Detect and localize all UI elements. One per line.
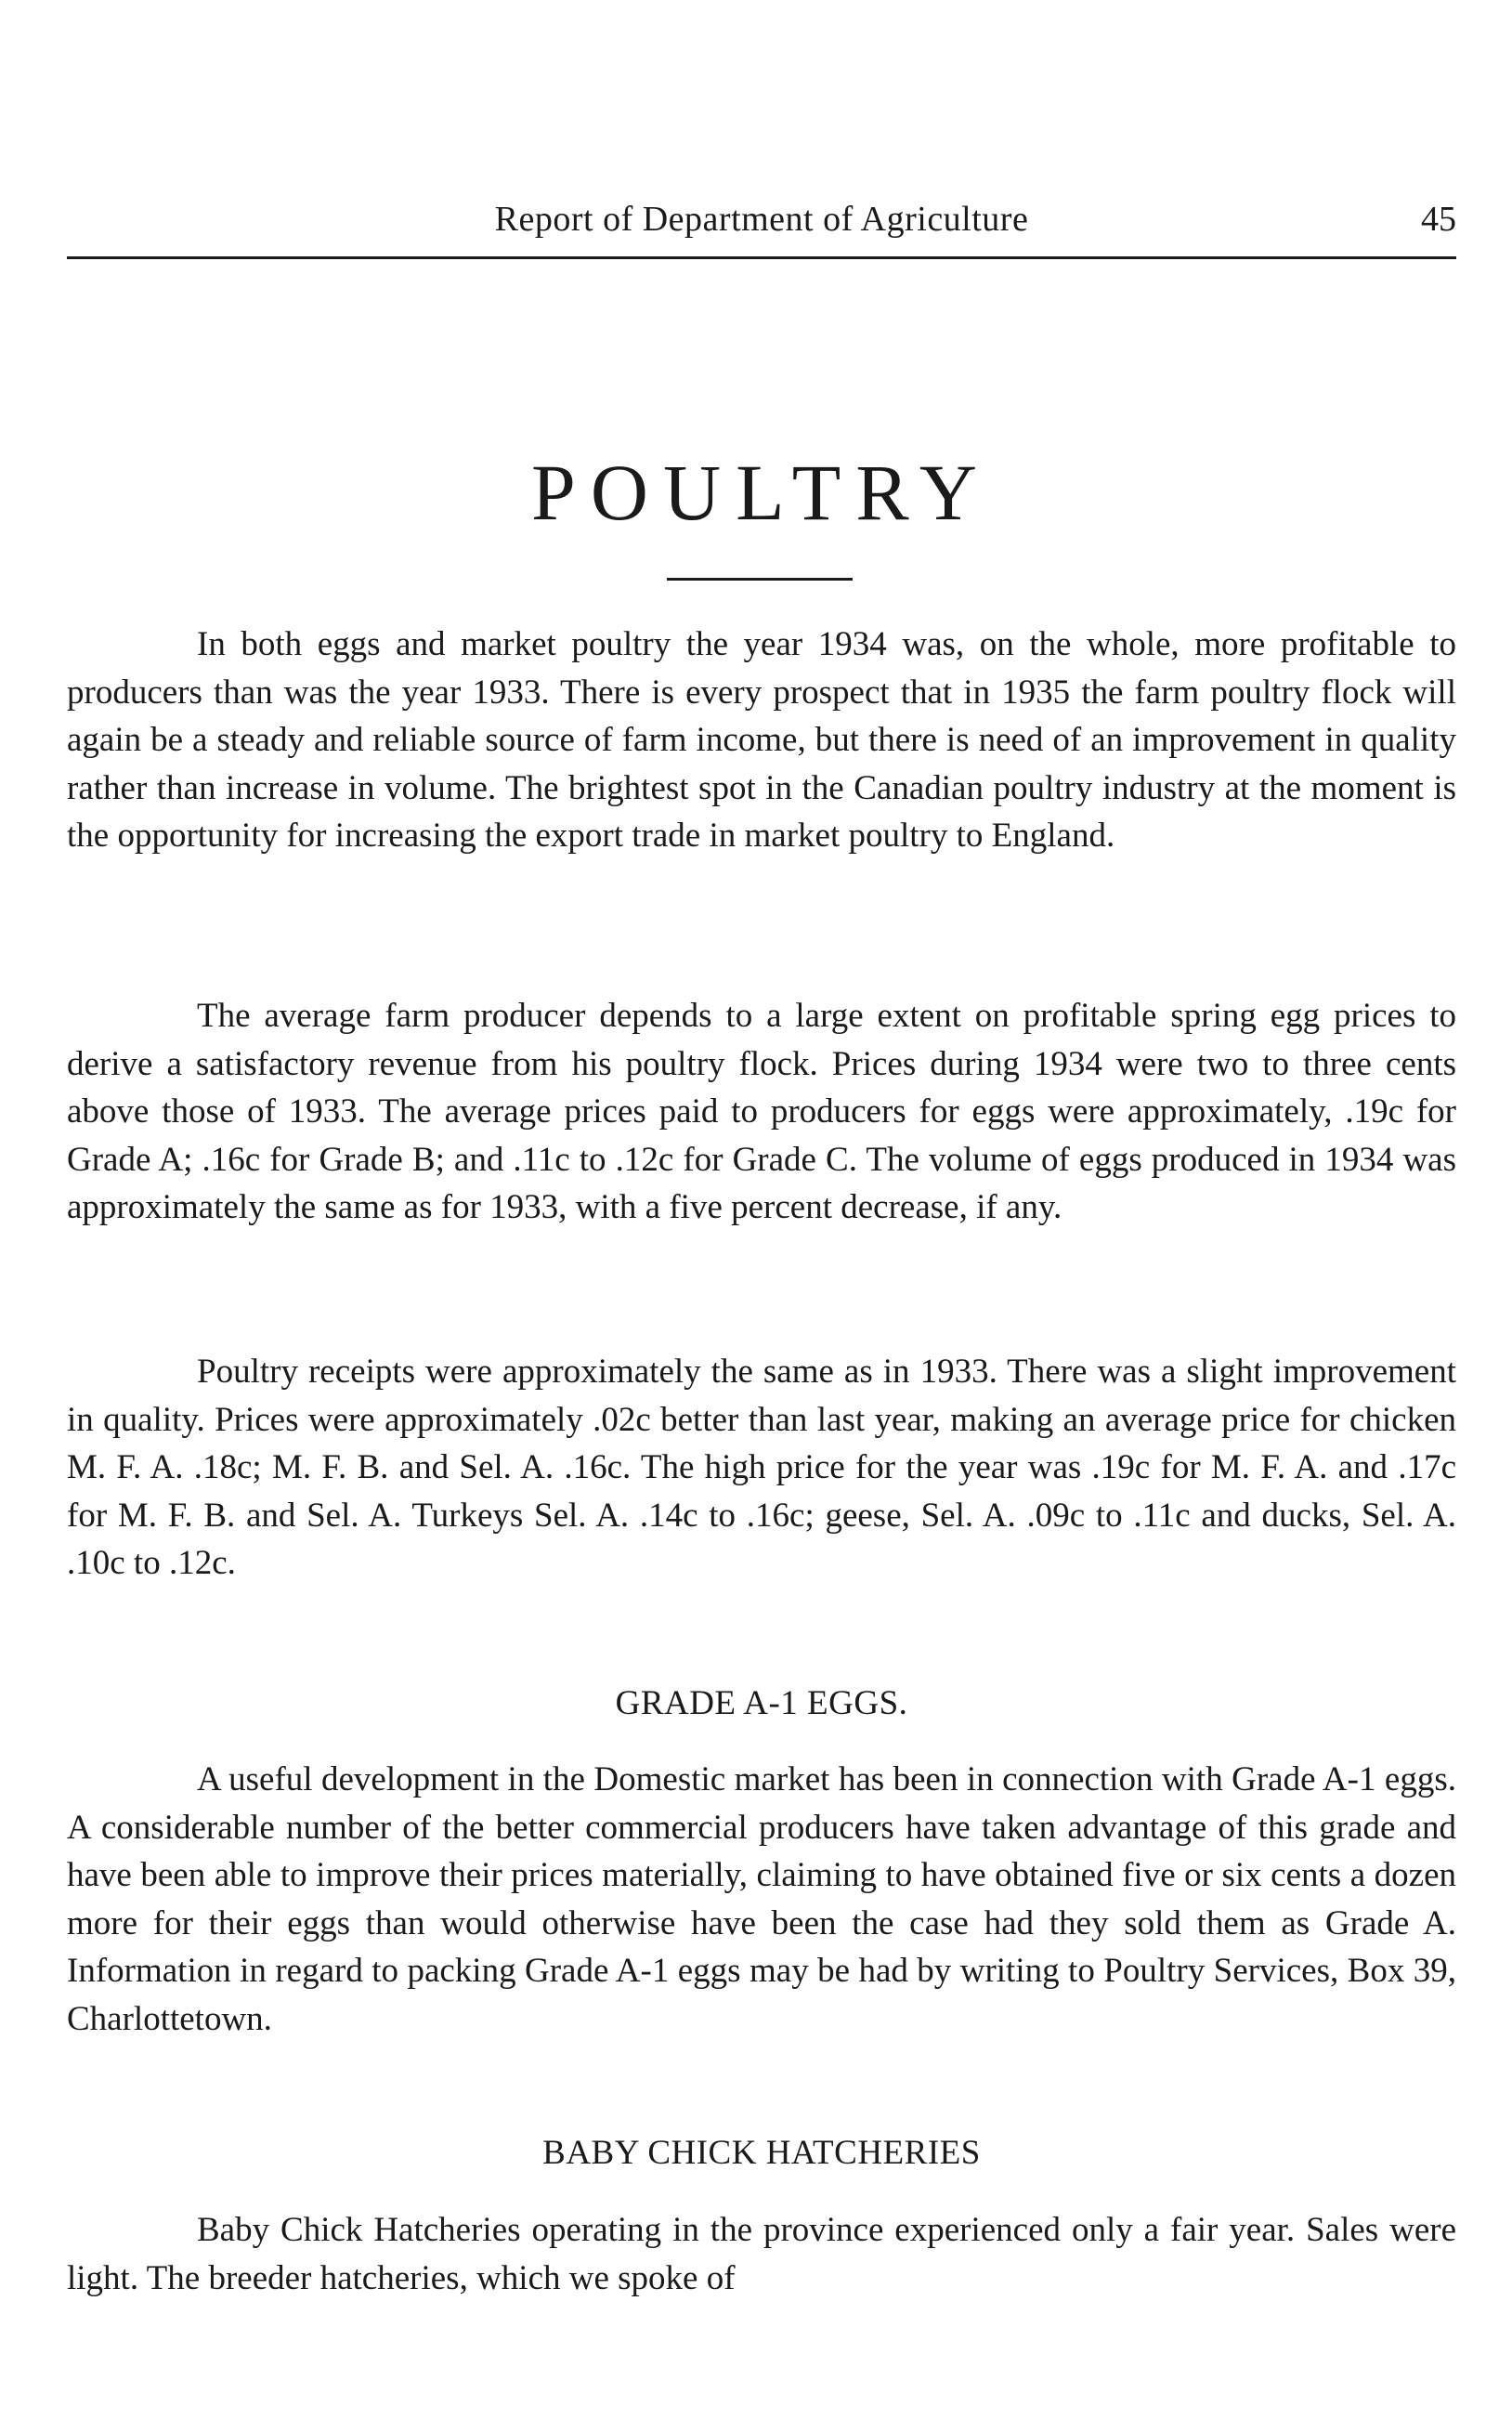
running-title: Report of Department of Agriculture: [494, 200, 1029, 239]
running-header: [67, 195, 1456, 247]
paragraph-grade-a1-eggs: A useful development in the Domestic market has been in connection with Grade A-1 eggs. A considerable number of the better commercial producers have taken advantage of this grade and have been able to improve their prices materially, claiming to have obtained five or six cents a dozen more for their eggs than would otherwise have been the case had they sold them as Grade A. Information in regard to packing Grade A-1 eggs may be had by writing to Poultry Services, Box 39, Charlottetown.: [67, 1760, 1456, 2038]
header-rule: [67, 256, 1456, 259]
paragraph-baby-chick-hatcheries: Baby Chick Hatcheries operating in the province experienced only a fair year. Sales were light. The breeder hatcheries, which we spoke of: [67, 2211, 1456, 2297]
page-title: POULTRY: [531, 448, 992, 537]
paragraph-intro: In both eggs and market poultry the year 1934 was, on the whole, more profitable to producers than was the year 1933. There is every prospect that in 1935 the farm poultry flock will again be a steady and reliable source of farm income, but there is need of an improvement in quality rather than increase in volume. The brightest spot in the Canadian poultry industry at the moment is the opportunity for increasing the export trade in market poultry to England.: [67, 625, 1456, 855]
page-number: 45: [1421, 200, 1456, 239]
section-heading-baby-chick-hatcheries: BABY CHICK HATCHERIES: [542, 2134, 981, 2172]
title-rule: [667, 578, 853, 581]
paragraph-poultry-receipts: Poultry receipts were approximately the same as in 1933. There was a slight improvement in quality. Prices were approximately .02c better than last year, making an average price for chicken M. F. A. .18c; M. F. B. and Sel. A. .16c. The high price for the year was .19c for M. F. A. and .17c for M. F. B. and Sel. A. Turkeys Sel. A. .14c to .16c; geese, Sel. A. .09c to .11c and ducks, Sel. A. .10c to .12c.: [67, 1353, 1456, 1582]
section-heading-grade-a1-eggs: GRADE A-1 EGGS.: [615, 1684, 908, 1722]
paragraph-egg-prices: The average farm producer depends to a large extent on profitable spring egg prices to derive a satisfactory revenue from his poultry flock. Prices during 1934 were two to three cents above those of 1933. The average prices paid to producers for eggs were approximately, .19c for Grade A; .16c for Grade B; and .11c to .12c for Grade C. The volume of eggs produced in 1934 was approximately the same as for 1933, with a five percent decrease, if any.: [67, 997, 1456, 1226]
